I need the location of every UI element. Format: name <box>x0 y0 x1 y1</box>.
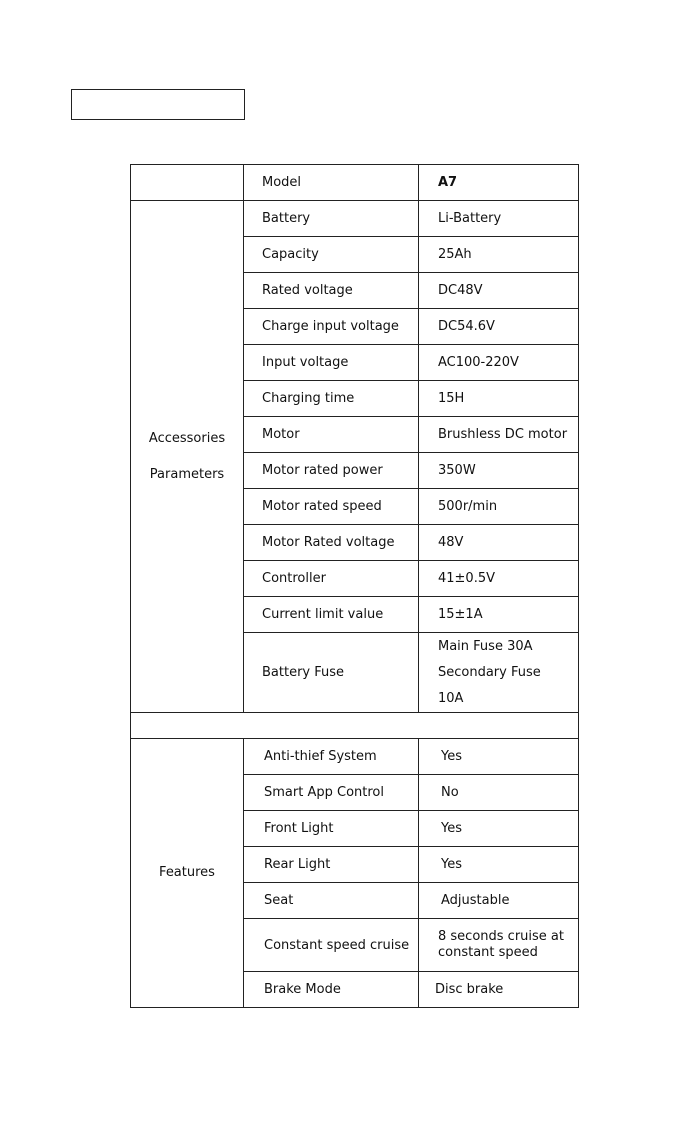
row-label: Battery Fuse <box>244 633 419 713</box>
table-row-model <box>131 165 579 201</box>
row-label: Charge input voltage <box>244 309 419 345</box>
row-label: Motor <box>244 417 419 453</box>
row-value: 25Ah <box>419 237 579 273</box>
row-label: Input voltage <box>244 345 419 381</box>
row-label: Motor rated power <box>244 453 419 489</box>
value-line: Secondary Fuse <box>438 664 541 680</box>
row-value: No <box>419 775 579 811</box>
row-value: Yes <box>419 739 579 775</box>
value-line: 8 seconds cruise at <box>438 929 564 944</box>
row-label: Battery <box>244 201 419 237</box>
row-label: Front Light <box>244 811 419 847</box>
table-row <box>131 739 579 775</box>
row-value: DC48V <box>419 273 579 309</box>
group-label-line2: Parameters <box>149 466 225 482</box>
separator-cell <box>131 713 579 739</box>
row-value: Disc brake <box>419 972 579 1008</box>
row-value: 15±1A <box>419 597 579 633</box>
battery-fuse-value <box>419 633 579 713</box>
row-label: Seat <box>244 883 419 919</box>
row-value: Adjustable <box>419 883 579 919</box>
separator-row <box>131 713 579 739</box>
row-label: Motor Rated voltage <box>244 525 419 561</box>
row-label: Controller <box>244 561 419 597</box>
row-value: AC100-220V <box>419 345 579 381</box>
row-label: Rated voltage <box>244 273 419 309</box>
features-group: Features <box>131 739 244 1008</box>
spec-table <box>130 164 579 1008</box>
row-value: 500r/min <box>419 489 579 525</box>
table-row <box>131 201 579 237</box>
row-label: Constant speed cruise <box>244 919 419 972</box>
row-label: Brake Mode <box>244 972 419 1008</box>
row-value: 15H <box>419 381 579 417</box>
cruise-value <box>419 919 579 972</box>
group-label-line1: Accessories <box>148 430 226 446</box>
value-line: Main Fuse 30A <box>438 638 533 654</box>
row-value: Li-Battery <box>419 201 579 237</box>
value-line: 10A <box>438 690 464 706</box>
row-label: Model <box>244 165 419 201</box>
row-label: Charging time <box>244 381 419 417</box>
section-title-box <box>71 89 245 120</box>
row-value: A7 <box>419 165 579 201</box>
row-label: Anti-thief System <box>244 739 419 775</box>
row-label: Smart App Control <box>244 775 419 811</box>
row-value: 41±0.5V <box>419 561 579 597</box>
row-value: Yes <box>419 811 579 847</box>
row-label: Rear Light <box>244 847 419 883</box>
row-label: Capacity <box>244 237 419 273</box>
row-value: Brushless DC motor <box>419 417 579 453</box>
accessories-parameters-group <box>131 201 244 713</box>
value-line: constant speed <box>438 945 538 960</box>
row-label: Current limit value <box>244 597 419 633</box>
row-value: 48V <box>419 525 579 561</box>
empty-cell <box>131 165 244 201</box>
row-value: DC54.6V <box>419 309 579 345</box>
row-value: Yes <box>419 847 579 883</box>
row-value: 350W <box>419 453 579 489</box>
row-label: Motor rated speed <box>244 489 419 525</box>
